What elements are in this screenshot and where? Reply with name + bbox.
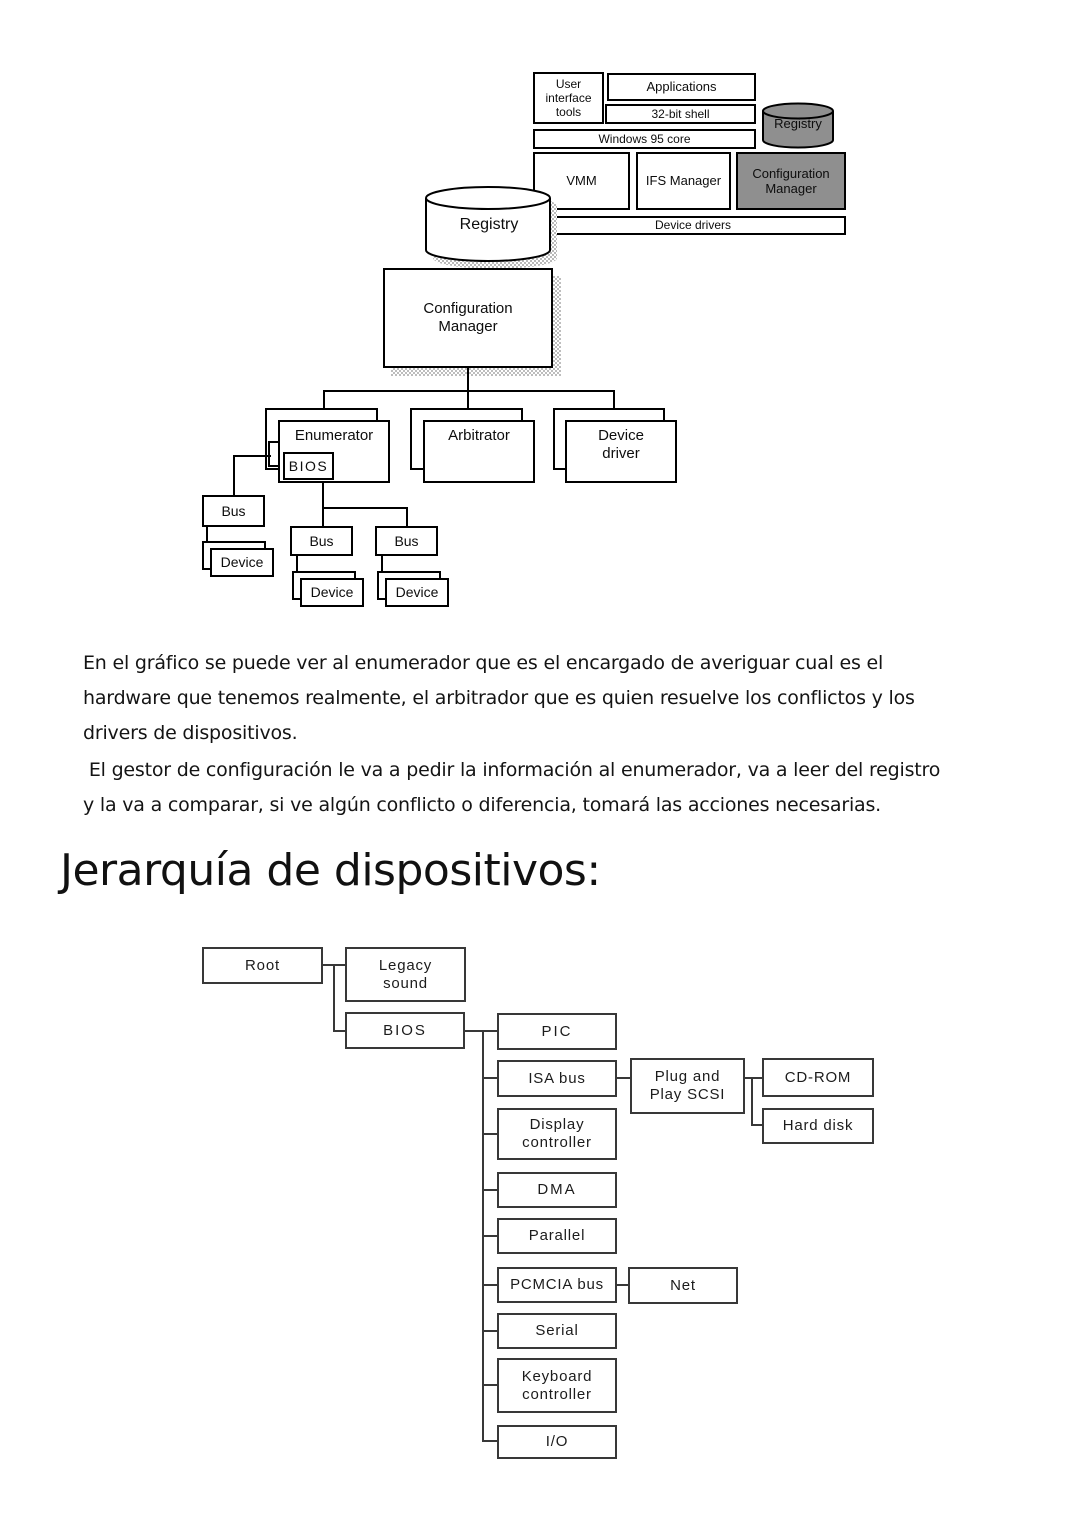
bus-box: Bus xyxy=(290,526,353,556)
connector-line xyxy=(233,455,235,495)
connector-line xyxy=(482,1235,497,1237)
connector-line xyxy=(323,390,325,408)
paragraph-line: El gestor de configuración le va a pedir la información al enumerador, va a leer del registro xyxy=(83,759,941,781)
connector-line xyxy=(482,1284,497,1286)
connector-line xyxy=(482,1133,497,1135)
root-box: Root xyxy=(202,947,323,984)
connector-line xyxy=(333,1030,345,1032)
connector-line xyxy=(233,455,271,457)
enumerator-box: Enumerator xyxy=(278,420,390,483)
bus-box: Bus xyxy=(202,495,265,527)
connector-line xyxy=(406,507,408,526)
connector-line xyxy=(322,507,408,509)
bios-box: BIOS xyxy=(283,452,334,480)
keyboard-controller-label: Keyboard controller xyxy=(521,1367,593,1403)
legacy-sound-box xyxy=(345,947,466,1002)
isa-bus-box: ISA bus xyxy=(497,1060,617,1097)
configuration-manager-box xyxy=(383,268,553,368)
bios-node-box: BIOS xyxy=(345,1012,465,1049)
connector-line xyxy=(617,1284,628,1286)
connector-line xyxy=(482,1030,497,1032)
mini-device-drivers-bar: Device drivers xyxy=(540,216,846,235)
connector-line xyxy=(333,964,335,1032)
paragraph-line: drivers de dispositivos. xyxy=(83,722,298,744)
section-heading: Jerarquía de dispositivos: xyxy=(60,845,601,896)
device-box: Device xyxy=(210,548,274,577)
plug-and-play-scsi-label: Plug and Play SCSI xyxy=(649,1068,726,1103)
connector-line xyxy=(467,390,469,408)
registry-label: Registry xyxy=(459,216,519,233)
mini-windows95-core-box: Windows 95 core xyxy=(533,129,756,149)
connector-line xyxy=(467,367,469,390)
net-box: Net xyxy=(628,1267,738,1304)
cdrom-box: CD-ROM xyxy=(762,1058,874,1097)
mini-vmm-box: VMM xyxy=(533,152,630,210)
mini-ifs-manager-box: IFS Manager xyxy=(636,152,731,210)
device-driver-box xyxy=(565,420,677,483)
dma-box: DMA xyxy=(497,1172,617,1208)
display-controller-box xyxy=(497,1108,617,1160)
connector-line xyxy=(751,1124,762,1126)
paragraph-line: En el gráfico se puede ver al enumerador que es el encargado de averiguar cual es el xyxy=(83,652,884,674)
device-box: Device xyxy=(300,578,364,607)
mini-user-interface-tools-box: User interface tools xyxy=(533,72,604,124)
connector-line xyxy=(613,390,615,408)
connector-line xyxy=(482,1077,497,1079)
connector-line xyxy=(322,481,324,526)
connector-line xyxy=(482,1189,497,1191)
paragraph-line: y la va a comparar, si ve algún conflicto o diferencia, tomará las acciones necesarias. xyxy=(83,794,882,816)
connector-line xyxy=(482,1440,497,1442)
connector-line xyxy=(482,1384,497,1386)
connector-line xyxy=(482,1330,497,1332)
display-controller-label: Display controller xyxy=(522,1116,592,1151)
bus-box: Bus xyxy=(375,526,438,556)
mini-configuration-manager-box: Configuration Manager xyxy=(736,152,846,210)
serial-box: Serial xyxy=(497,1313,617,1349)
parallel-box: Parallel xyxy=(497,1218,617,1254)
io-box: I/O xyxy=(497,1425,617,1459)
device-driver-label: Device driver xyxy=(598,427,644,462)
plug-and-play-scsi-box xyxy=(630,1058,745,1114)
connector-line xyxy=(465,1030,482,1032)
pcmcia-bus-box: PCMCIA bus xyxy=(497,1267,617,1303)
legacy-sound-label: Legacy sound xyxy=(378,956,433,992)
hard-disk-box: Hard disk xyxy=(762,1108,874,1144)
connector-line xyxy=(751,1077,753,1126)
arbitrator-box: Arbitrator xyxy=(423,420,535,483)
mini-32bit-shell-box: 32-bit shell xyxy=(605,104,756,124)
connector-line xyxy=(617,1077,630,1079)
pic-box: PIC xyxy=(497,1013,617,1050)
mini-registry-label: Registry xyxy=(774,116,822,131)
paragraph-line: hardware que tenemos realmente, el arbitrador que es quien resuelve los conflictos y los xyxy=(83,687,915,709)
connector-line xyxy=(745,1077,762,1079)
device-box: Device xyxy=(385,578,449,607)
keyboard-controller-box xyxy=(497,1358,617,1413)
mini-applications-box: Applications xyxy=(607,73,756,101)
configuration-manager-label: Configuration Manager xyxy=(423,300,513,335)
connector-line xyxy=(323,390,615,392)
